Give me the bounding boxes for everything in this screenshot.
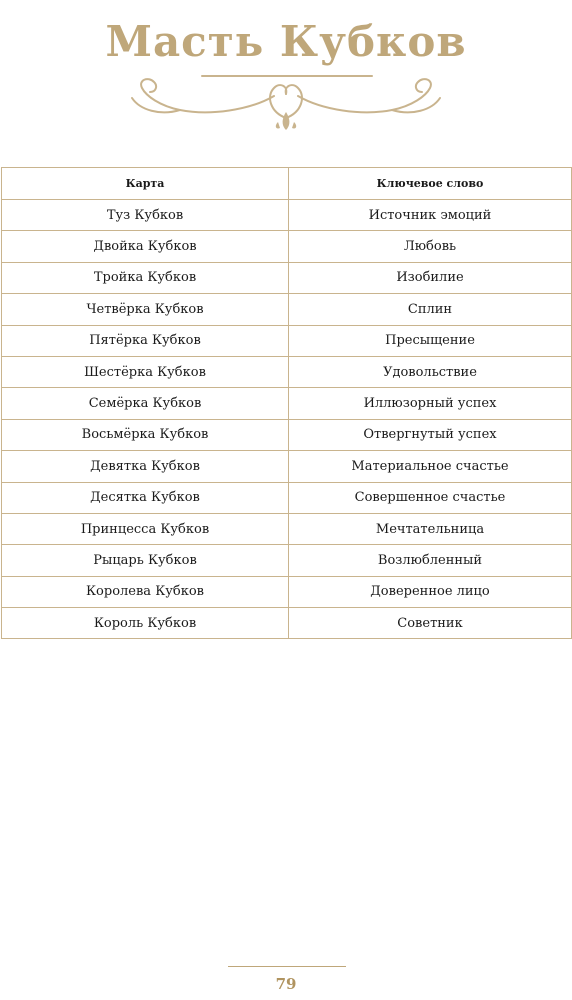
- card-cell: Королева Кубков: [2, 576, 289, 607]
- table-row: [2, 200, 572, 231]
- cards-table: [1, 167, 572, 639]
- card-cell: Четвёрка Кубков: [2, 294, 289, 325]
- card-cell: Принцесса Кубков: [2, 513, 289, 544]
- keyword-cell: Советник: [289, 608, 572, 639]
- card-cell: Десятка Кубков: [2, 482, 289, 513]
- keyword-cell: Материальное счастье: [289, 451, 572, 482]
- card-cell: Туз Кубков: [2, 200, 289, 231]
- keyword-cell: Пресыщение: [289, 325, 572, 356]
- keyword-cell: Отвергнутый успех: [289, 419, 572, 450]
- card-cell: Шестёрка Кубков: [2, 356, 289, 387]
- table-row: [2, 388, 572, 419]
- table-row: [2, 482, 572, 513]
- table-row: [2, 294, 572, 325]
- card-cell: Тройка Кубков: [2, 262, 289, 293]
- keyword-cell: Сплин: [289, 294, 572, 325]
- card-cell: Девятка Кубков: [2, 451, 289, 482]
- keyword-cell: Удовольствие: [289, 356, 572, 387]
- page-number: 79: [275, 975, 297, 993]
- table-header-row: [2, 168, 572, 200]
- table-row: [2, 325, 572, 356]
- table-row: [2, 451, 572, 482]
- keyword-cell: Любовь: [289, 231, 572, 262]
- column-header-card: Карта: [2, 168, 289, 200]
- table-row: [2, 262, 572, 293]
- keyword-cell: Возлюбленный: [289, 545, 572, 576]
- keyword-cell: Доверенное лицо: [289, 576, 572, 607]
- keyword-cell: Источник эмоций: [289, 200, 572, 231]
- table-row: [2, 356, 572, 387]
- card-cell: Двойка Кубков: [2, 231, 289, 262]
- card-cell: Восьмёрка Кубков: [2, 419, 289, 450]
- page-title: Масть Кубков: [105, 17, 467, 66]
- table-row: [2, 545, 572, 576]
- column-header-keyword: Ключевое слово: [289, 168, 572, 200]
- keyword-cell: Мечтательница: [289, 513, 572, 544]
- card-cell: Семёрка Кубков: [2, 388, 289, 419]
- keyword-cell: Изобилие: [289, 262, 572, 293]
- table-row: [2, 576, 572, 607]
- table-row: [2, 608, 572, 639]
- keyword-cell: Иллюзорный успех: [289, 388, 572, 419]
- card-cell: Пятёрка Кубков: [2, 325, 289, 356]
- table-row: [2, 419, 572, 450]
- ornamental-flourish: [120, 66, 452, 136]
- footer-divider: [228, 966, 346, 967]
- keyword-cell: Совершенное счастье: [289, 482, 572, 513]
- card-cell: Рыцарь Кубков: [2, 545, 289, 576]
- card-cell: Король Кубков: [2, 608, 289, 639]
- table-row: [2, 513, 572, 544]
- table-row: [2, 231, 572, 262]
